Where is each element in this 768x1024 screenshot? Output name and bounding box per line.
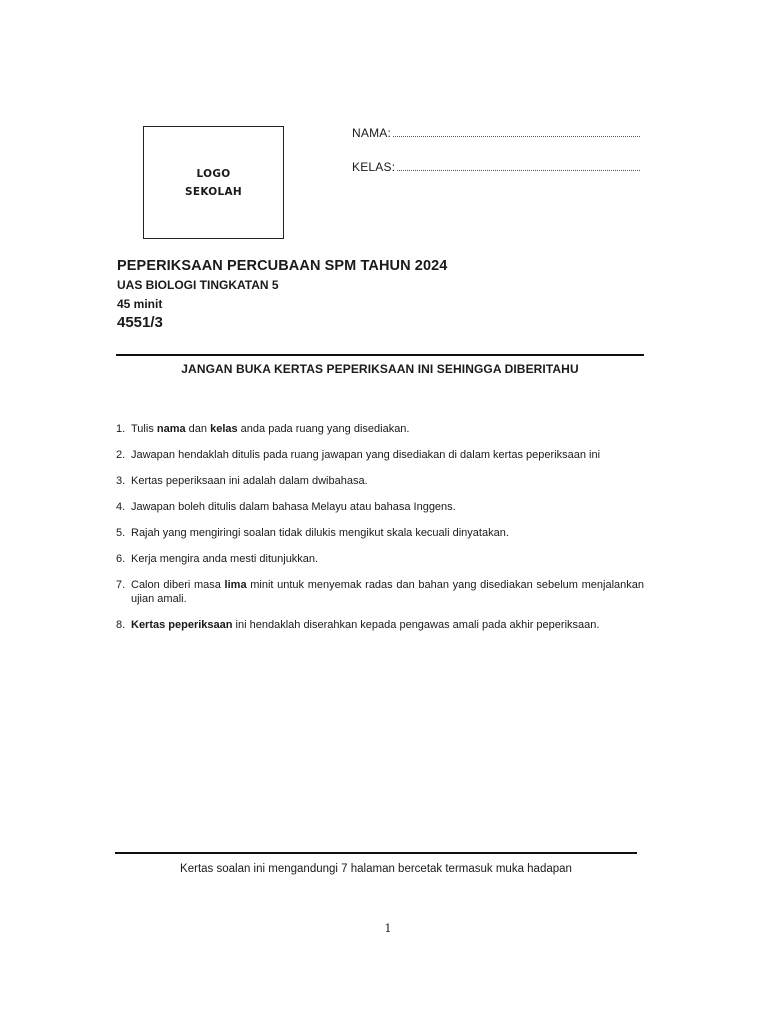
bottom-divider xyxy=(115,852,637,854)
instructions-list xyxy=(116,422,644,632)
class-label: KELAS: xyxy=(352,160,396,174)
instruction-number: 6. xyxy=(116,553,126,565)
exam-duration: 45 minit xyxy=(117,297,163,311)
footer-note: Kertas soalan ini mengandungi 7 halaman bercetak termasuk muka hadapan xyxy=(180,863,572,875)
warning-text: JANGAN BUKA KERTAS PEPERIKSAAN INI SEHINGGA DIBERITAHU xyxy=(181,362,579,376)
instruction-item xyxy=(116,526,644,540)
exam-title: PEPERIKSAAN PERCUBAAN SPM TAHUN 2024 xyxy=(117,258,448,274)
instruction-number: 4. xyxy=(116,501,126,513)
instruction-item xyxy=(116,448,644,462)
name-field[interactable] xyxy=(352,126,640,140)
instruction-number: 1. xyxy=(116,423,126,435)
logo-text-line2: SEKOLAH xyxy=(184,185,243,198)
instruction-number: 7. xyxy=(116,579,126,591)
class-field[interactable] xyxy=(352,160,640,174)
instruction-number: 5. xyxy=(116,527,126,539)
name-label: NAMA: xyxy=(352,126,392,140)
instruction-item xyxy=(116,618,644,632)
paper-code: 4551/3 xyxy=(117,314,163,331)
instruction-number: 8. xyxy=(116,619,126,631)
top-divider xyxy=(116,354,644,356)
instruction-item xyxy=(116,422,644,436)
page-number: 1 xyxy=(384,922,392,935)
instruction-text: Tulis nama dan kelas anda pada ruang yang disediakan. xyxy=(131,423,410,435)
instruction-item xyxy=(116,474,644,488)
instruction-text: Kertas peperiksaan ini adalah dalam dwibahasa. xyxy=(131,475,368,487)
instruction-number: 3. xyxy=(116,475,126,487)
class-line[interactable] xyxy=(397,161,640,171)
instruction-text: Calon diberi masa lima minit untuk menyemak radas dan bahan yang disediakan sebelum menjalankan ujian amali. xyxy=(131,579,644,605)
name-line[interactable] xyxy=(393,127,640,137)
school-logo-placeholder xyxy=(143,126,284,239)
instruction-item xyxy=(116,500,644,514)
instruction-number: 2. xyxy=(116,449,126,461)
instruction-text: Rajah yang mengiringi soalan tidak dilukis mengikut skala kecuali dinyatakan. xyxy=(131,527,509,539)
instruction-item xyxy=(116,552,644,566)
instruction-text: Jawapan hendaklah ditulis pada ruang jawapan yang disediakan di dalam kertas peperiksaan ini xyxy=(131,449,601,461)
instruction-item xyxy=(116,578,644,606)
exam-subtitle: UAS BIOLOGI TINGKATAN 5 xyxy=(117,278,279,292)
instruction-text: Kertas peperiksaan ini hendaklah diserahkan kepada pengawas amali pada akhir peperiksaan. xyxy=(131,619,600,631)
instruction-text: Kerja mengira anda mesti ditunjukkan. xyxy=(131,553,319,565)
instruction-text: Jawapan boleh ditulis dalam bahasa Melayu atau bahasa Inggens. xyxy=(131,501,456,513)
logo-text-line1: LOGO xyxy=(196,167,231,180)
